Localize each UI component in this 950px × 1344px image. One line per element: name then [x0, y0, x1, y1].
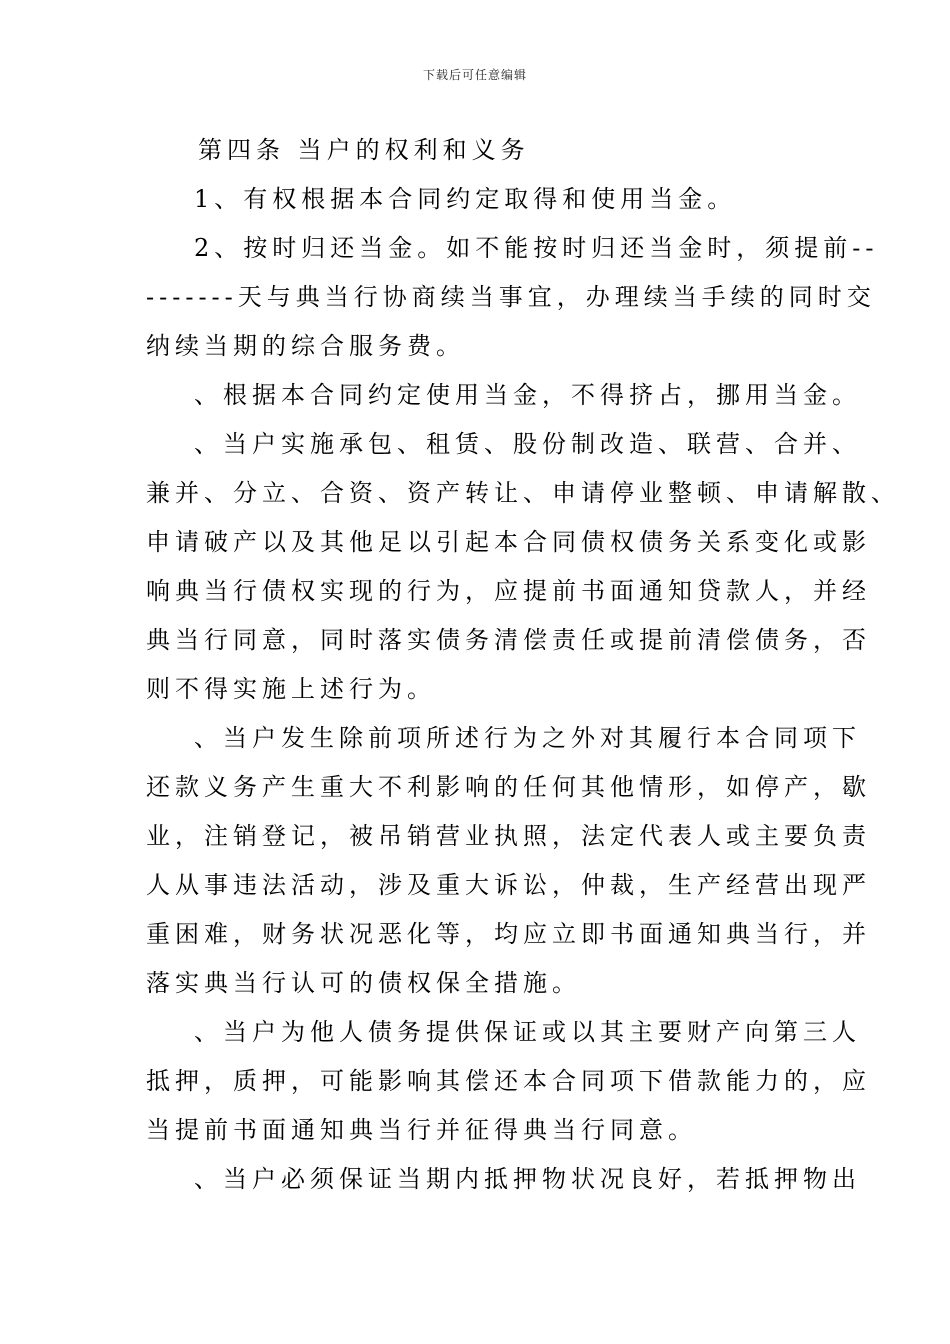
- paragraph-line: 典当行同意，同时落实债务清偿责任或提前清偿债务，否: [146, 626, 871, 654]
- paragraph-line: 、根据本合同约定使用当金，不得挤占，挪用当金。: [194, 381, 861, 409]
- paragraph-line: 、当户必须保证当期内抵押物状况良好，若抵押物出: [194, 1165, 861, 1193]
- paragraph-line: 、当户发生除前项所述行为之外对其履行本合同项下: [194, 724, 861, 752]
- paragraph-line: 人从事违法活动，涉及重大诉讼，仲裁，生产经营出现严: [146, 871, 871, 899]
- paragraph-line: 申请破产以及其他足以引起本合同债权债务关系变化或影: [146, 528, 871, 556]
- paragraph-line: 响典当行债权实现的行为，应提前书面通知贷款人，并经: [146, 577, 871, 605]
- paragraph-line: 抵押，质押，可能影响其偿还本合同项下借款能力的，应: [146, 1067, 871, 1095]
- paragraph-line: 1、有权根据本合同约定取得和使用当金。: [194, 185, 737, 213]
- paragraph-line: 还款义务产生重大不利影响的任何其他情形，如停产，歇: [146, 773, 871, 801]
- page-header-note: 下载后可任意编辑: [422, 68, 527, 82]
- paragraph-line: 纳续当期的综合服务费。: [146, 332, 465, 360]
- paragraph-line: 、当户为他人债务提供保证或以其主要财产向第三人: [194, 1018, 861, 1046]
- paragraph-line: 业，注销登记，被吊销营业执照，法定代表人或主要负责: [146, 822, 871, 850]
- paragraph-line: 2、按时归还当金。如不能按时归还当金时，须提前--: [194, 234, 879, 262]
- paragraph-line: 当提前书面通知典当行并征得典当行同意。: [146, 1116, 697, 1144]
- paragraph-line: 、当户实施承包、租赁、股份制改造、联营、合并、: [194, 430, 861, 458]
- paragraph-line: 兼并、分立、合资、资产转让、申请停业整顿、申请解散、: [146, 479, 900, 507]
- paragraph-line: -------天与典当行协商续当事宜，办理续当手续的同时交: [146, 283, 876, 311]
- paragraph-line: 则不得实施上述行为。: [146, 675, 436, 703]
- paragraph-line: 落实典当行认可的债权保全措施。: [146, 969, 581, 997]
- paragraph-line: 重困难，财务状况恶化等，均应立即书面通知典当行，并: [146, 920, 871, 948]
- document-body: [146, 126, 900, 1204]
- article-heading: 第四条 当户的权利和义务: [198, 136, 530, 164]
